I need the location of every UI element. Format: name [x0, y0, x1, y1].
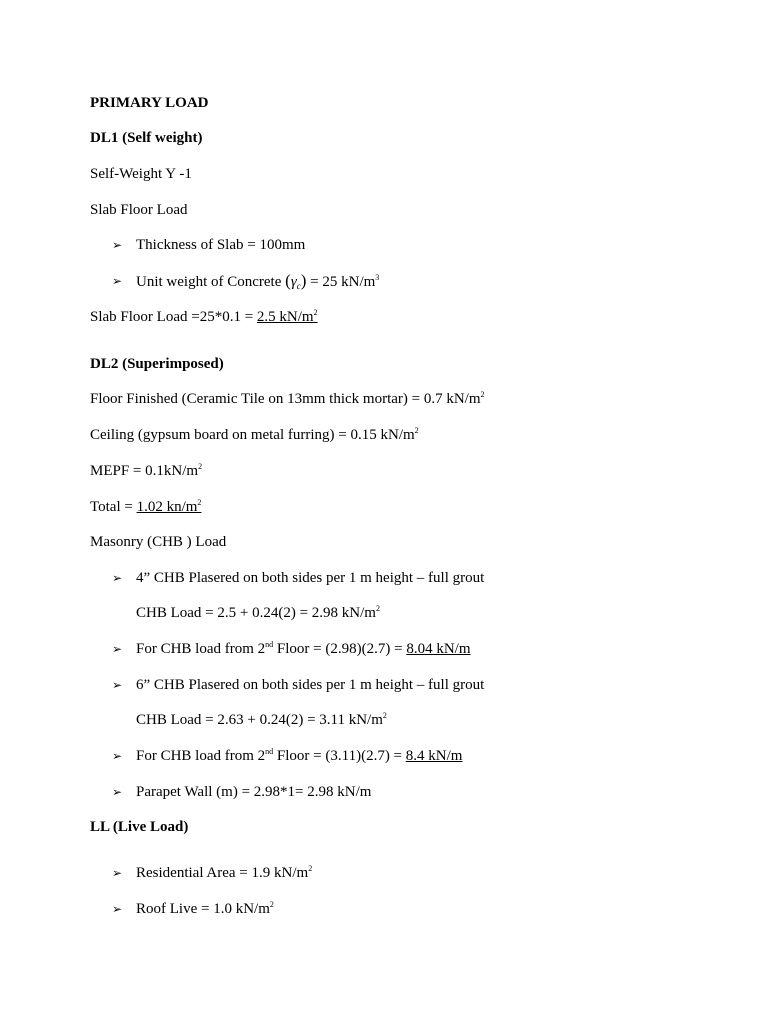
roof-live-text: Roof Live = 1.0 kN/m [136, 901, 270, 917]
chb4-load-text: CHB Load = 2.5 + 0.24(2) = 2.98 kN/m [136, 605, 376, 621]
ceiling-exponent: 2 [414, 426, 419, 435]
ll-title: LL (Live Load) [90, 819, 189, 835]
chb4-floor-ordinal: nd [265, 640, 274, 649]
total-exponent: 2 [197, 498, 202, 507]
chb4-load-line [136, 604, 380, 622]
ceiling-text: Ceiling (gypsum board on metal furring) = 0.15 kN/m [90, 427, 415, 443]
roof-live-line [136, 900, 274, 918]
bullet-icon: ➢ [112, 866, 123, 880]
total-number: 1.02 kn/m [136, 499, 198, 515]
chb6-load-line [136, 711, 387, 729]
slab-load-number: 2.5 kN/m [256, 309, 314, 325]
unit-weight-line [136, 272, 379, 291]
slab-load-prefix: Slab Floor Load =25*0.1 = [90, 309, 257, 325]
gamma-symbol: γ [290, 274, 297, 290]
bullet-icon: ➢ [112, 274, 123, 288]
slab-load-exponent: 2 [313, 308, 318, 317]
unit-weight-exponent: 3 [375, 273, 380, 282]
total-line [90, 498, 201, 516]
mepf-line [90, 462, 202, 480]
chb6-floor-line [136, 747, 462, 765]
chb6-floor-value: 8.4 kN/m [405, 748, 463, 764]
chb6-floor-prefix: For CHB load from 2 [136, 748, 266, 764]
residential-line [136, 864, 312, 882]
floor-finished-text: Floor Finished (Ceramic Tile on 13mm thick mortar) = 0.7 kN/m [90, 391, 481, 407]
total-prefix: Total = [90, 499, 137, 515]
open-paren-symbol: ( [285, 271, 291, 290]
chb6-floor-ordinal: nd [265, 747, 274, 756]
roof-live-exponent: 2 [269, 900, 274, 909]
mepf-text: MEPF = 0.1kN/m [90, 463, 199, 479]
chb4-floor-prefix: For CHB load from 2 [136, 641, 266, 657]
bullet-icon: ➢ [112, 571, 123, 585]
chb4-line: 4” CHB Plasered on both sides per 1 m height – full grout [136, 570, 485, 586]
gamma-subscript: c [296, 281, 301, 291]
self-weight-line: Self-Weight Y -1 [90, 166, 192, 182]
unit-weight-prefix: Unit weight of Concrete [136, 274, 286, 290]
total-value [137, 499, 202, 515]
chb4-load-exponent: 2 [375, 604, 380, 613]
bullet-icon: ➢ [112, 678, 123, 692]
floor-finished-exponent: 2 [480, 390, 485, 399]
bullet-icon: ➢ [112, 642, 123, 656]
residential-text: Residential Area = 1.9 kN/m [136, 865, 309, 881]
parapet-line: Parapet Wall (m) = 2.98*1= 2.98 kN/m [136, 784, 372, 800]
unit-weight-value: = 25 kN/m [306, 274, 376, 290]
dl1-title: DL1 (Self weight) [90, 130, 203, 146]
chb4-floor-value: 8.04 kN/m [406, 641, 471, 657]
dl2-title: DL2 (Superimposed) [90, 356, 224, 372]
slab-load-line [90, 308, 318, 326]
chb6-load-text: CHB Load = 2.63 + 0.24(2) = 3.11 kN/m [136, 712, 383, 728]
residential-exponent: 2 [308, 864, 313, 873]
chb6-line: 6” CHB Plasered on both sides per 1 m height – full grout [136, 677, 485, 693]
page-heading: PRIMARY LOAD [90, 95, 209, 111]
slab-floor-load-label: Slab Floor Load [90, 202, 188, 218]
bullet-icon: ➢ [112, 238, 123, 252]
bullet-icon: ➢ [112, 749, 123, 763]
close-paren-symbol: ) [300, 271, 307, 290]
floor-finished-line [90, 390, 485, 408]
ceiling-line [90, 426, 419, 444]
chb4-floor-line [136, 640, 471, 658]
masonry-title: Masonry (CHB ) Load [90, 534, 227, 550]
slab-load-value [257, 309, 318, 325]
bullet-icon: ➢ [112, 902, 123, 916]
chb6-load-exponent: 2 [382, 711, 387, 720]
thickness-line: Thickness of Slab = 100mm [136, 237, 306, 253]
bullet-icon: ➢ [112, 785, 123, 799]
chb4-floor-mid: Floor = (2.98)(2.7) = [273, 641, 407, 657]
mepf-exponent: 2 [198, 462, 203, 471]
chb6-floor-mid: Floor = (3.11)(2.7) = [273, 748, 406, 764]
